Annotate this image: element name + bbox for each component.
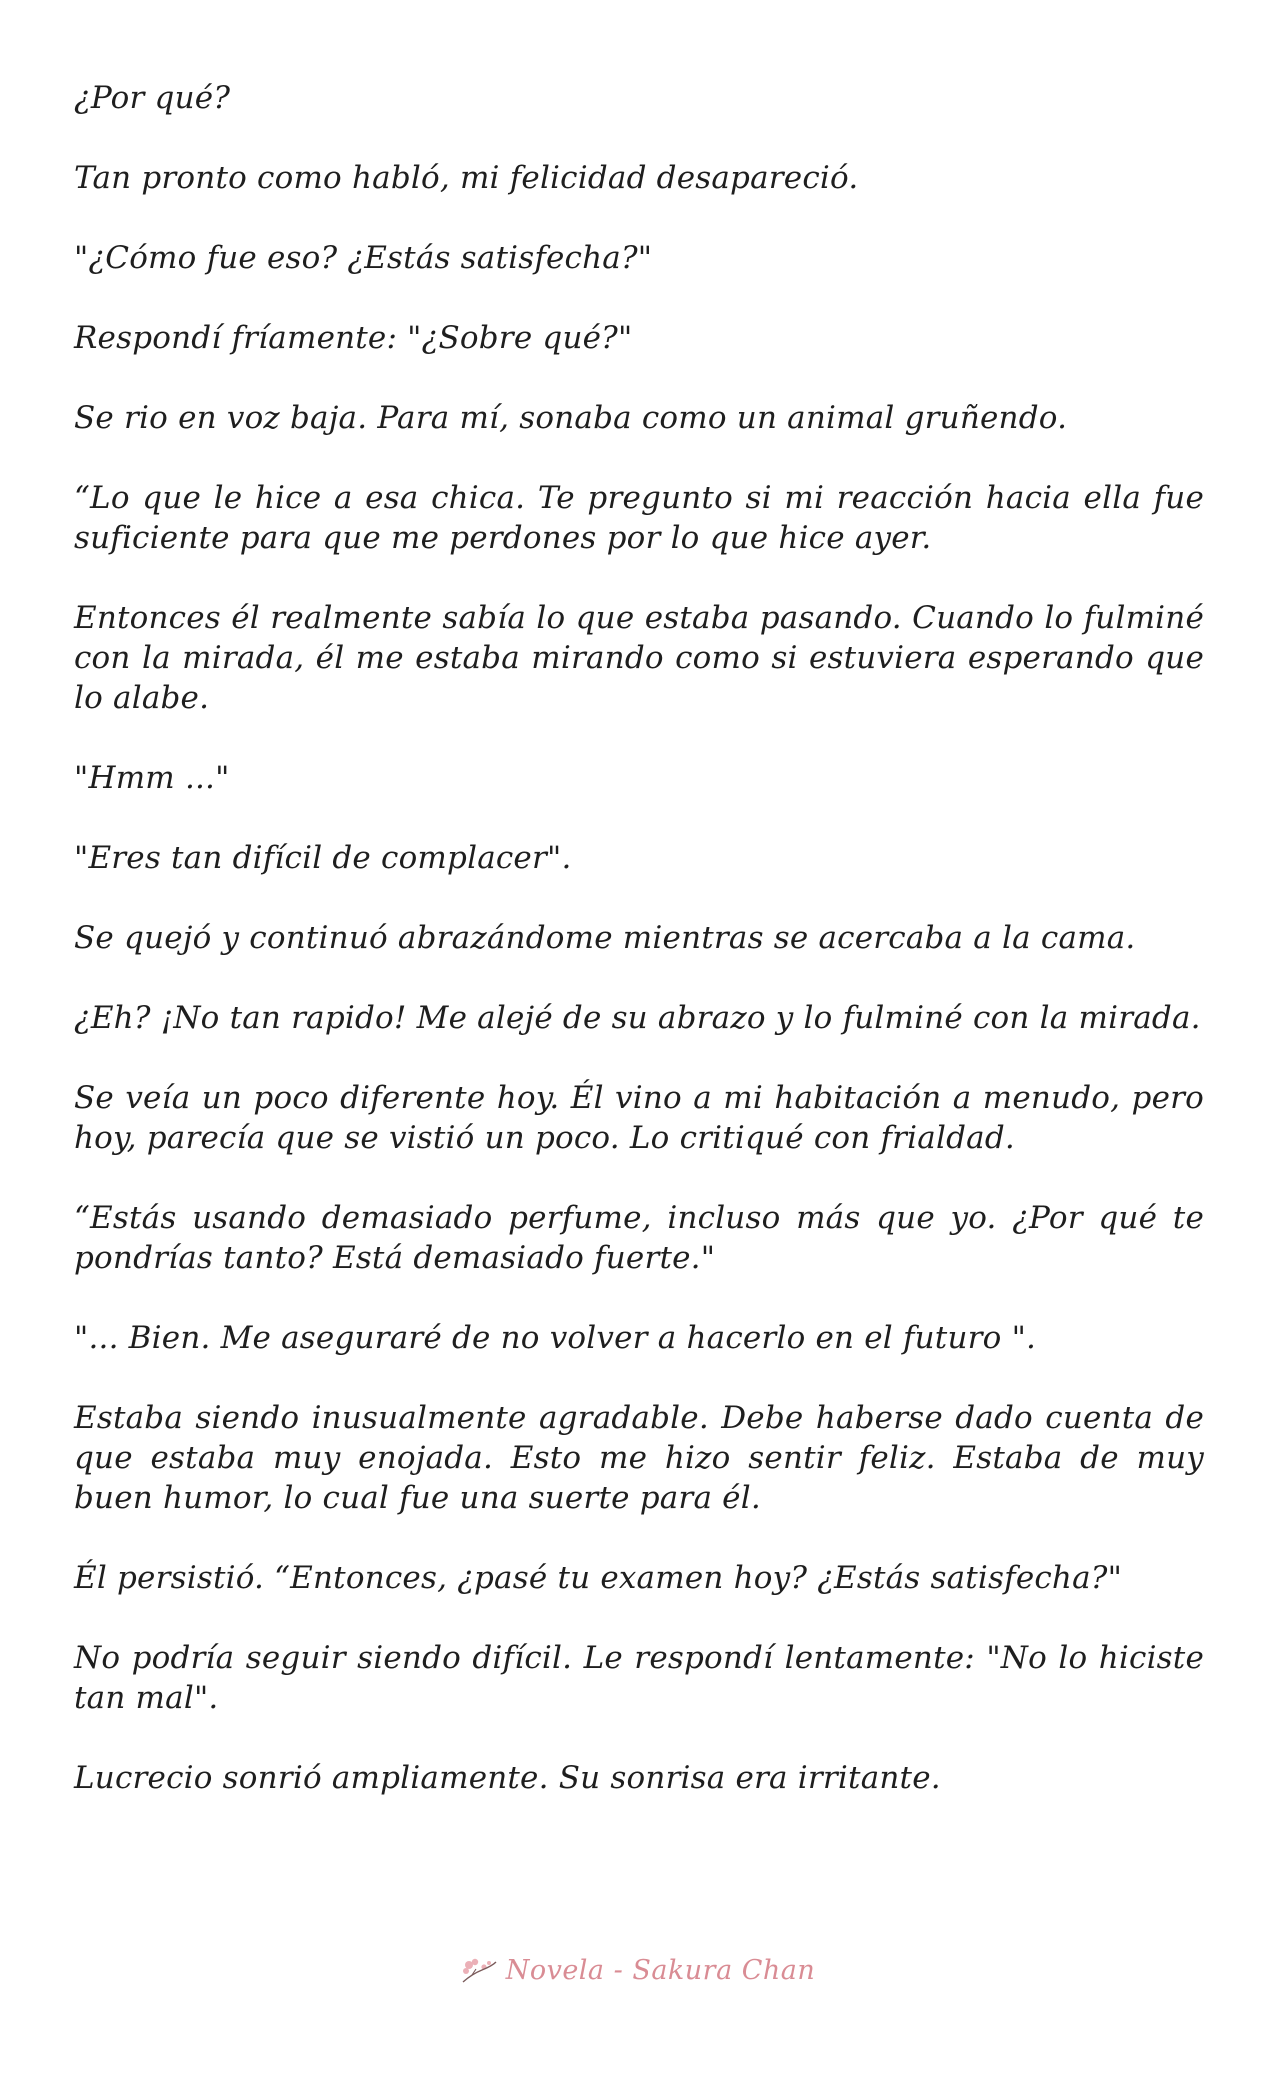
watermark (0, 1955, 1275, 1986)
paragraph: “Lo que le hice a esa chica. Te pregunto si mi reacción hacia ella fue suficiente para que me perdones por lo que hice ayer. (74, 480, 1204, 556)
sakura-flower-icon (460, 1956, 498, 1986)
paragraph: "Hmm ..." (74, 760, 230, 796)
paragraph: Estaba siendo inusualmente agradable. Debe haberse dado cuenta de que estaba muy enojada. Esto me hizo sentir feliz. Estaba de muy buen humor, lo cual fue una suerte para él. (74, 1400, 1204, 1516)
paragraph: "Eres tan difícil de complacer". (74, 840, 572, 876)
paragraph: ¿Eh? ¡No tan rapido! Me alejé de su abrazo y lo fulminé con la mirada. (74, 1000, 1201, 1036)
paragraph: Él persistió. “Entonces, ¿pasé tu examen hoy? ¿Estás satisfecha?" (74, 1560, 1123, 1596)
paragraph: Respondí fríamente: "¿Sobre qué?" (74, 320, 633, 356)
paragraph: "¿Cómo fue eso? ¿Estás satisfecha?" (74, 240, 653, 276)
paragraph: Entonces él realmente sabía lo que estaba pasando. Cuando lo fulminé con la mirada, él me estaba mirando como si estuviera esperando que lo alabe. (74, 600, 1204, 716)
paragraph: Se quejó y continuó abrazándome mientras se acercaba a la cama. (74, 920, 1136, 956)
paragraph: No podría seguir siendo difícil. Le respondí lentamente: "No lo hiciste tan mal". (74, 1640, 1204, 1716)
paragraph: ¿Por qué? (74, 80, 231, 116)
paragraph: Lucrecio sonrió ampliamente. Su sonrisa era irritante. (74, 1760, 941, 1796)
paragraph: "... Bien. Me aseguraré de no volver a hacerlo en el futuro ". (74, 1320, 1037, 1356)
paragraph: Se veía un poco diferente hoy. Él vino a mi habitación a menudo, pero hoy, parecía que se vistió un poco. Lo critiqué con frialdad. (74, 1080, 1204, 1156)
paragraph: Se rio en voz baja. Para mí, sonaba como un animal gruñendo. (74, 400, 1068, 436)
paragraph: Tan pronto como habló, mi felicidad desapareció. (74, 160, 859, 196)
watermark-text: Novela - Sakura Chan (505, 1955, 816, 1986)
paragraph: “Estás usando demasiado perfume, incluso más que yo. ¿Por qué te pondrías tanto? Está demasiado fuerte." (74, 1200, 1204, 1276)
